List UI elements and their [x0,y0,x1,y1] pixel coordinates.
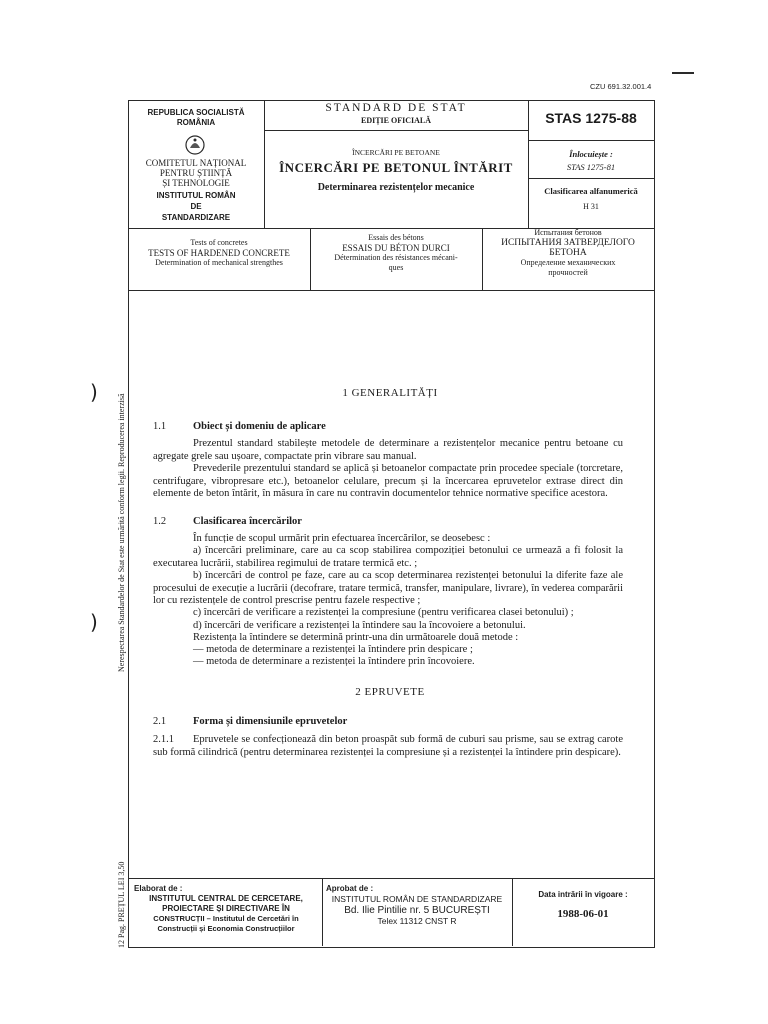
list-item-d: d) încercări de verificare a rezistenței la întindere sau la încovoiere a betonului. [193,620,526,631]
edition-label: EDIȚIE OFICIALĂ [360,116,431,125]
institute-name: INSTITUTUL ROMÂN DE STANDARDIZARE [156,191,236,222]
title-english: Tests of concretes TESTS OF HARDENED CONCRETE Determination of mechanical strengthes [148,238,290,267]
approved-label: Aprobat de : [326,884,374,893]
section-1-1-number: 1.1 [153,421,167,432]
paragraph-specimens: Epruvetele se confecționează din beton proaspăt sub formă de cuburi sau prisme, sau se extrag carote sub formă cilindrică (pentru determinarea rezistenței la compresiune și a rezistenței la întindere prin despicare). [153,734,623,758]
standard-title: STANDARD DE STAT [325,102,467,114]
elaborated-by: INSTITUTUL CENTRAL DE CERCETARE, PROIECTARE ȘI DIRECTIVARE ÎN CONSTRUCȚII – Institutul de Cercetări în Construcții și Economia Construcțiilor [149,894,303,933]
translations-divider [128,290,654,291]
binding-mark: ) [90,610,98,634]
stas-number: STAS 1275-88 [545,110,637,126]
section-1-2-number: 1.2 [153,516,167,527]
approved-by: INSTITUTUL ROMÂN DE STANDARDIZARE Bd. Ilie Pintilie nr. 5 BUCUREȘTI Telex 11312 CNST R [331,894,503,926]
effective-date-value: 1988-06-01 [557,908,609,920]
binding-mark: ) [90,380,98,404]
classification-label: Clasificarea alfanumerică [544,186,638,196]
section-2-title: 2 EPRUVETE [355,686,425,698]
czu-code: CZU 691.32.001.4 [590,82,652,91]
paragraph-scope: Prezentul standard stabilește metodele de determinare a rezistențelor mecanice pentru betoane cu agregate grele sau ușoare, compactate prin vibrare sau manual. [153,438,623,462]
trans-col2 [482,228,483,290]
list-item-b: b) încercări de control pe faze, care au ca scop determinarea rezistenței betonului la diferite faze ale procesului de execuție a lucrării (decofrare, tratare termică, transfer, manipulare, livrare), în vederea comparării lor cu rezistențele de control prescrise pentru fazele respective ; [153,570,623,606]
header-col1 [264,100,265,228]
footer-divider [128,878,654,879]
list-item-c: c) încercări de verificare a rezistenței la compresiune (pentru verificarea clasei betonului) ; [193,607,574,618]
section-2-1-number: 2.1 [153,716,167,727]
category-label: ÎNCERCĂRI PE BETOANE [352,148,440,157]
title-divider [264,130,528,131]
price-note: 12 Pag. PREȚUL LEI 3,50 [117,861,126,948]
replaces-value: STAS 1275-81 [566,162,616,172]
paragraph-classification: În funcție de scopul urmărit prin efectuarea încercărilor, se deosebesc : [193,533,491,544]
footer-col2 [512,878,513,946]
margin-dash [672,72,694,74]
country-name: REPUBLICA SOCIALISTĂ ROMÂNIA [147,108,245,127]
coat-of-arms-icon [184,134,206,156]
section-1-1-title: Obiect și domeniu de aplicare [193,421,326,432]
paragraph-applicability: Prevederile prezentului standard se aplică și betoanelor compactate prin procedee speciale (torcretare, centrifugare, vibropresare etc.), betoanelor celulare, precum și la încercarea epruvetelor extrase direct din elemente de beton întărit, în măsura în care nu contravin documentelor tehnice normative specifice acestora. [153,463,623,499]
effective-date-label: Data intrării în vigoare : [538,890,628,899]
section-1-2-title: Clasificarea încercărilor [193,516,302,527]
paragraph-tensile: Rezistența la întindere se determină printr-una din următoarele două metode : [193,632,519,643]
elaborated-label: Elaborat de : [134,884,183,893]
method-split: — metoda de determinare a rezistenței la întindere prin despicare ; [193,644,473,655]
section-2-1-1-number: 2.1.1 [153,734,174,745]
section-2-1-title: Forma și dimensiunile epruvetelor [193,716,348,727]
section-1-title: 1 GENERALITĂȚI [342,387,438,399]
title-russian: Испытания бетонов ИСПЫТАНИЯ ЗАТВЕРДЕЛОГО БЕТОНА Определение механических прочностей [501,228,635,277]
footer-col1 [322,878,323,946]
list-item-a: a) încercări preliminare, care au ca scop stabilirea compoziției betonului ce urmează a fi folosit la executarea lucrării, stabilirea regimului de tratare termică etc. ; [153,545,623,569]
trans-col1 [310,228,311,290]
subtitle: Determinarea rezistențelor mecanice [317,182,475,193]
method-bending: — metoda de determinare a rezistenței la întindere prin încovoiere. [193,656,475,667]
legal-notice: Nerespectarea Standardelor de Stat este urmărită conform legii. Reproducerea interzisă [117,393,126,672]
header-col2 [528,100,529,228]
replaces-label: Înlocuiește : [569,149,613,159]
main-title: ÎNCERCĂRI PE BETONUL ÎNTĂRIT [279,160,513,175]
replace-divider [528,178,654,179]
committee-name: COMITETUL NAȚIONAL PENTRU ȘTIINȚĂ ȘI TEHNOLOGIE [145,158,247,188]
title-french: Essais des bétons ESSAIS DU BÉTON DURCI Détermination des résistances mécani- ques [334,233,458,272]
classification-value: H 31 [583,202,599,211]
stas-divider [528,140,654,141]
